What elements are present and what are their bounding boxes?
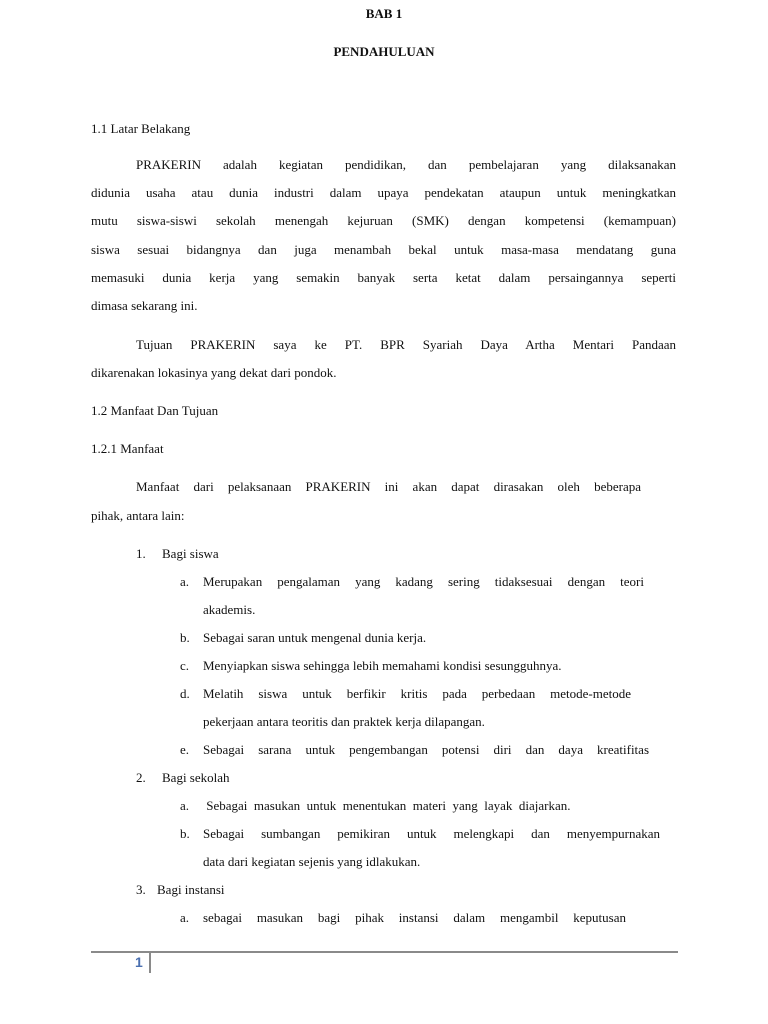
- chapter-title: PENDAHULUAN: [333, 44, 435, 59]
- list-letter: b.: [180, 826, 190, 841]
- list-letter: a.: [180, 910, 190, 925]
- list-number-1: 1.: [136, 546, 146, 561]
- list-item-line: Melatih siswa untuk berfikir kritis pada perbedaan metode-metode: [203, 686, 631, 701]
- para2-line-2: dikarenakan lokasinya yang dekat dari pondok.: [91, 365, 337, 380]
- list-item-line: pekerjaan antara teoritis dan praktek kerja dilapangan.: [203, 714, 485, 729]
- page-number: 1: [135, 954, 143, 970]
- para1-line-2: didunia usaha atau dunia industri dalam upaya pendekatan ataupun untuk meningkatkan: [91, 185, 676, 200]
- list-item-line: Sebagai sarana untuk pengembangan potensi diri dan daya kreatifitas: [203, 742, 649, 757]
- section-heading-1-2: 1.2 Manfaat Dan Tujuan: [91, 403, 219, 418]
- list-number-2: 2.: [136, 770, 146, 785]
- list-letter: b.: [180, 630, 190, 645]
- list-item-line: sebagai masukan bagi pihak instansi dalam mengambil keputusan: [203, 910, 626, 925]
- footer-rule: [91, 951, 678, 953]
- list-letter: a.: [180, 798, 190, 813]
- list-label-bagi-instansi: Bagi instansi: [157, 882, 225, 897]
- para3-line-1: Manfaat dari pelaksanaan PRAKERIN ini akan dapat dirasakan oleh beberapa: [136, 479, 641, 494]
- section-heading-1-2-1: 1.2.1 Manfaat: [91, 441, 164, 456]
- list-item-line: Sebagai saran untuk mengenal dunia kerja.: [203, 630, 427, 645]
- list-letter: a.: [180, 574, 190, 589]
- list-item-line: akademis.: [203, 602, 256, 617]
- chapter-number: BAB 1: [365, 6, 403, 21]
- section-heading-1-1: 1.1 Latar Belakang: [91, 121, 191, 136]
- list-label-bagi-siswa: Bagi siswa: [162, 546, 219, 561]
- para1-line-6: dimasa sekarang ini.: [91, 298, 198, 313]
- page-number-divider: [149, 953, 151, 973]
- para1-line-3: mutu siswa-siswi sekolah menengah kejuruan (SMK) dengan kompetensi (kemampuan): [91, 213, 676, 228]
- list-item-line: Sebagai sumbangan pemikiran untuk melengkapi dan menyempurnakan: [203, 826, 660, 841]
- list-number-3: 3.: [136, 882, 146, 897]
- list-item-line: Merupakan pengalaman yang kadang sering tidaksesuai dengan teori: [203, 574, 644, 589]
- list-letter: e.: [180, 742, 190, 757]
- list-letter: c.: [180, 658, 190, 673]
- list-label-bagi-sekolah: Bagi sekolah: [162, 770, 230, 785]
- para1-line-5: memasuki dunia kerja yang semakin banyak serta ketat dalam persaingannya seperti: [91, 270, 676, 285]
- list-letter: d.: [180, 686, 190, 701]
- list-item-line: data dari kegiatan sejenis yang idlakukan.: [203, 854, 421, 869]
- para3-line-2: pihak, antara lain:: [91, 508, 185, 523]
- list-item-line: Menyiapkan siswa sehingga lebih memahami kondisi sesungguhnya.: [203, 658, 562, 673]
- para1-line-4: siswa sesuai bidangnya dan juga menambah bekal untuk masa-masa mendatang guna: [91, 242, 676, 257]
- para1-line-1: PRAKERIN adalah kegiatan pendidikan, dan pembelajaran yang dilaksanakan: [136, 157, 676, 172]
- list-item-line: Sebagai masukan untuk menentukan materi yang layak diajarkan.: [203, 798, 571, 813]
- para2-line-1: Tujuan PRAKERIN saya ke PT. BPR Syariah Daya Artha Mentari Pandaan: [136, 337, 676, 352]
